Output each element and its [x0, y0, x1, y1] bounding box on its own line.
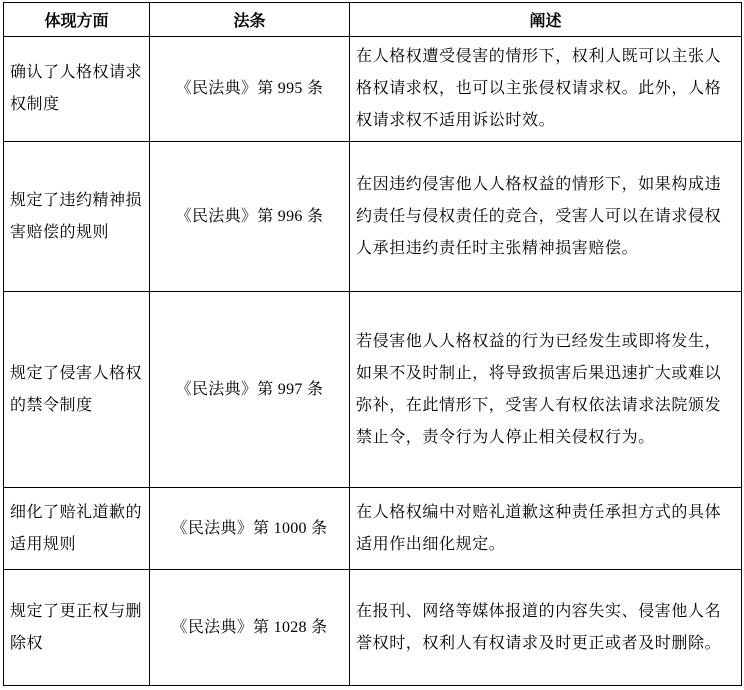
cell-article: 《民法典》第 996 条 [150, 142, 350, 292]
cell-description: 在因违约侵害他人人格权益的情形下，如果构成违约责任与侵权责任的竞合，受害人可以在请求侵权人承担违约责任时主张精神损害赔偿。 [350, 142, 742, 292]
cell-description: 在人格权编中对赔礼道歉这种责任承担方式的具体适用作出细化规定。 [350, 488, 742, 570]
cell-article: 《民法典》第 995 条 [150, 37, 350, 142]
cell-aspect: 规定了更正权与删除权 [4, 570, 150, 686]
legal-provisions-table [3, 2, 742, 686]
table-row [4, 37, 742, 142]
table-body [4, 37, 742, 686]
table-row [4, 142, 742, 292]
column-header-article: 法条 [150, 3, 350, 37]
cell-aspect: 规定了侵害人格权的禁令制度 [4, 292, 150, 488]
table-row [4, 292, 742, 488]
cell-article: 《民法典》第 1000 条 [150, 488, 350, 570]
table-header [4, 3, 742, 37]
table-row [4, 570, 742, 686]
cell-aspect: 规定了违约精神损害赔偿的规则 [4, 142, 150, 292]
cell-description: 若侵害他人人格权益的行为已经发生或即将发生，如果不及时制止，将导致损害后果迅速扩大或难以弥补，在此情形下，受害人有权依法请求法院颁发禁止令，责令行为人停止相关侵权行为。 [350, 292, 742, 488]
table-header-row [4, 3, 742, 37]
cell-article: 《民法典》第 1028 条 [150, 570, 350, 686]
cell-aspect: 细化了赔礼道歉的适用规则 [4, 488, 150, 570]
cell-description: 在人格权遭受侵害的情形下，权利人既可以主张人格权请求权，也可以主张侵权请求权。此外，人格权请求权不适用诉讼时效。 [350, 37, 742, 142]
cell-description: 在报刊、网络等媒体报道的内容失实、侵害他人名誉权时，权利人有权请求及时更正或者及时删除。 [350, 570, 742, 686]
cell-aspect: 确认了人格权请求权制度 [4, 37, 150, 142]
column-header-description: 阐述 [350, 3, 742, 37]
column-header-aspect: 体现方面 [4, 3, 150, 37]
table-row [4, 488, 742, 570]
cell-article: 《民法典》第 997 条 [150, 292, 350, 488]
